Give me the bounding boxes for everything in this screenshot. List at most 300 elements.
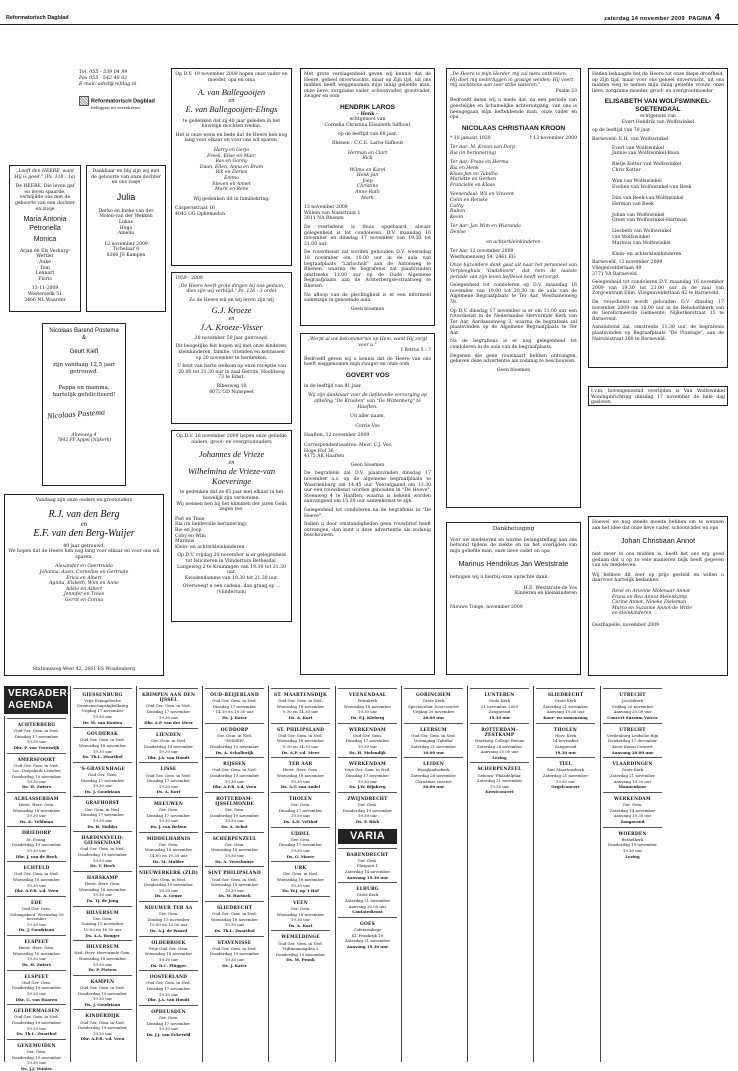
agenda-time: 19.30 uur (158, 991, 179, 997)
agenda-date: Vrijdag 20 november (611, 703, 654, 709)
maria-verse: „Looft den HEERE, want Hij is goed." (Ps. 118 : 1a) (14, 169, 76, 180)
agenda-date: Woensdag 18 november (78, 743, 127, 749)
dank-title: Dankbetuiging (492, 526, 535, 532)
kroon-list5: en achterkleinkinderen (486, 239, 541, 245)
agenda-organisation: Ned. Herv. Hervormde Gem. (74, 950, 131, 956)
agenda-time: 19.30 uur (224, 887, 245, 893)
dank-place: Nieuwe Tonge, november 2009 (450, 605, 523, 611)
agenda-speaker: Ds. Th.L. Zwartbol (16, 1031, 57, 1037)
agenda-organisation: Oud Ger. Gem. in Ned. (146, 772, 191, 778)
agenda-speaker: Ds. M. Mulder (152, 858, 185, 864)
ballegooijen-address: Caspersstraat 16 4043 GG Ophemedon (175, 206, 226, 217)
agenda-speaker: Ds. P. Blok (355, 818, 380, 824)
agenda-speaker: Lezing (625, 853, 640, 859)
dank-text: Voor uw medeleven en warme belangstelling aan ons betoond tijdens de ziekte en na het overlijden van mijn geliefde man, onze lieve vader en opa (450, 537, 577, 554)
agenda-date: Woensdag 18 november (276, 703, 325, 709)
agenda-organisation: Oud Ger. Gem. (352, 732, 383, 738)
agenda-organisation: Herst. Herv. Gem. (282, 767, 319, 773)
vos-place: Haaften, 12 november 2009 (304, 433, 370, 439)
agenda-organisation: Ger. Gem. (158, 807, 179, 813)
agenda-time: 19.30 uur (158, 956, 179, 962)
agenda-location: ALBLASSERDAM (14, 796, 59, 802)
agenda-time: Aanvang 19.30 uur (546, 709, 585, 715)
agenda-speaker: Aanvang 20.00 uur (611, 749, 654, 755)
postema-signature: Nicolaas Postema (46, 407, 106, 421)
agenda-time: Aanvang 20.00 uur (348, 903, 387, 909)
agenda-time: 9.30 en 14.30 uur (282, 709, 319, 715)
agenda-location: KRIMPEN AAN DEN IJSSEL (141, 693, 196, 704)
agenda-time: Christmas concert (415, 778, 452, 784)
agenda-organisation: Ger. Gem. (158, 911, 179, 917)
agenda-entry (205, 832, 264, 865)
agenda-organisation: Oud Ger. Gem. in Ned. (278, 698, 323, 704)
agenda-entry (205, 792, 264, 830)
laros-spouse: echtgenoot van Cornelia Christina Elisabeth Silfhout (324, 117, 411, 129)
agenda-date: Donderdag 19 november (11, 842, 62, 848)
agenda-location: THOLEN (554, 727, 577, 733)
agenda-entry (338, 848, 397, 881)
agenda-time: 19.30 uur (92, 892, 113, 898)
ballegooijen-kids: Harry en Gerjo Freek, Elise en Marc Bas en Gonny Daan, Ellen, Anna en Bram Rik en Dories Emmo Steven en Annet Marit en Rens (199, 147, 264, 193)
agenda-date: Woensdag 18 november (276, 738, 325, 744)
agenda-organisation: Hooglandsekerk (417, 767, 450, 773)
agenda-time: 19.30 uur (26, 739, 47, 745)
agenda-time: 19.30 uur (92, 1030, 113, 1036)
agenda-time: 19.30 uur (92, 961, 113, 967)
agenda-entry (139, 688, 198, 726)
agenda-date: Vereniging 'Tabitha' (413, 738, 454, 744)
agenda-date: 'Schaapskooi' Woensdag 18 november (9, 911, 64, 922)
agenda-location: TIEL (559, 762, 572, 768)
agenda-location: ROTTERDAM-ZESTKAMP (481, 727, 518, 738)
agenda-column (70, 686, 134, 1062)
agenda-date: Zaterdag 21 november (542, 703, 589, 709)
agenda-speaker: Ds. J. Kater (222, 715, 247, 721)
agenda-organisation: Oud Ger. Gem. (21, 905, 52, 911)
agenda-date: Zondag 15 november (81, 921, 124, 927)
kroon-flowers: Geen bloemen (496, 367, 531, 373)
header-rule (0, 24, 738, 25)
agenda-date: Zaterdag 14 november (609, 807, 656, 813)
agenda-date: Dinsdag 17 november (278, 807, 323, 813)
wolfs-addr: Barneveld, 12 november 2009 Vliegenvelderlaan 49 3771 VA Barneveld (592, 260, 663, 277)
agenda-organisation: Ger. Gem. (158, 841, 179, 847)
vrieze-kids: Piet en Tinie Ria (in liefdevolle herinnering) Bie en Joop Coby en Wim Marinus Klein- en achterkleinkinderen (175, 516, 247, 550)
agenda-speaker: Cantatedienst (352, 909, 383, 915)
agenda-date: Zaterdag 28 november (476, 743, 523, 749)
agenda-speaker: Dhr. A.P.R. v.d. Veen (14, 888, 59, 894)
agenda-time: 9.30 en 14.30 uur (282, 744, 319, 750)
agenda-date: Woensdag 18 november (12, 950, 61, 956)
rd-logo-icon (79, 96, 89, 106)
agenda-speaker: Ds. J. Goudriaan (84, 1001, 121, 1007)
agenda-speaker: Zangavond (620, 818, 645, 824)
agenda-entry (404, 688, 463, 721)
agenda-date: Woensdag 18 november (210, 847, 259, 853)
agenda-date: Woensdag 18 november (78, 955, 127, 961)
agenda-organisation: Ger. Gem. (92, 915, 113, 921)
agenda-organisation: Vrije Evangelische Gemeenschapsbijbelkring (76, 698, 129, 708)
kroon-addr: Ter Aar, 12 november 2009 Westhanenweg 54, 2461 EG (450, 249, 516, 260)
agenda-entry (205, 901, 264, 934)
agenda-entry (139, 1005, 198, 1038)
agenda-speaker: Ds. A. Kort (156, 789, 181, 795)
agenda-entry (73, 871, 132, 904)
agenda-entry (536, 757, 595, 790)
laros-name: HENDRIK LAROS (340, 103, 395, 111)
agenda-entry (139, 901, 198, 934)
berg-intro: Vandaag zijn onze ouders en grootouders (35, 498, 133, 503)
agenda-entry (73, 796, 132, 829)
agenda-time: Donderdag 19 november (275, 951, 326, 957)
agenda-location: GENEMUIDEN (17, 1043, 56, 1049)
agenda-location: SCHERPENZEEL (212, 836, 257, 842)
annot-from: René en Arienne Molenaar-Annot Frans en Bea Annot-Melenkamp Carine Annot, Nineke Dieleman Marco en Suzanne Annot-de Witte en kleinkinderen (612, 588, 692, 617)
agenda-organisation: Grote Kerk (554, 698, 577, 704)
agenda-location: OOSTERLAND (149, 975, 188, 981)
agenda-date: Woensdag 18 november (144, 951, 193, 957)
agenda-location: EDE (30, 900, 43, 906)
kroon-after: Na de begrafenis is er nog gelegenheid tot condoleren in de aula van de begraafplaats. (450, 339, 577, 351)
agenda-location: NIEUWER TER AA (144, 905, 193, 911)
agenda-organisation: Oud Ger. Gem. (21, 979, 52, 985)
ballegooijen-wish: Het is onze wens en bede dat de Heere hen nog lang voor elkaar en voor ons wil sparen. (175, 132, 288, 144)
agenda-speaker: Lezing (492, 754, 507, 760)
agenda-organisation: Oud Ger. Gem. in Ned. (80, 1019, 125, 1025)
agenda-speaker: Ds. A. Schalkwijk (215, 749, 254, 755)
agenda-speaker: Ds. P.J. Kleberg (350, 715, 385, 721)
agenda-entry (139, 797, 198, 830)
agenda-time: 19.30 uur (290, 847, 311, 853)
ballegooijen-receive: Wij gedenken dit in familiekring. (193, 196, 270, 202)
agenda-time: Aanvang 19.30 uur (613, 813, 652, 819)
agenda-entry (338, 688, 397, 721)
vos-name: GOVERT VOS (345, 371, 390, 379)
vrieze-text: te gedenken dat ze 65 jaar met elkaar in het huwelijk zijn verbonden. (179, 490, 284, 501)
agenda-entry (73, 940, 132, 973)
kroeze-address: Ribesweg 10 8072 GD Nunspeet (209, 383, 254, 395)
agenda-organisation: Herst. Herv. Gem. (84, 881, 121, 887)
maria-name: Maria Antonia Petronella (23, 216, 67, 232)
agenda-date: "EMMER" (224, 738, 245, 744)
kroeze-name1: G.J. Kroeze (211, 305, 252, 316)
agenda-entry (271, 896, 330, 929)
agenda-column (268, 686, 332, 1062)
agenda-time: 19.30 uur (158, 783, 179, 789)
agenda-entry (205, 723, 264, 756)
wolfs-cond: Gelegenheid tot condoleren D.V. maandag 16 november 2009 van 19.30 tot 21.00 uur in de zaal van Zorgcentrum Elim, Vliegenvelderlaan 42 te Barneveld. (592, 280, 724, 297)
agenda-date: Woensdag 18 november (12, 876, 61, 882)
agenda-time: 19.30 uur (92, 817, 113, 823)
agenda-location: HARDINXVELD-GIESSENDAM (81, 836, 124, 847)
agenda-organisation: Vrije Oud Ger. Gem. (148, 945, 189, 951)
kroeze-amp: en (228, 316, 235, 323)
agenda-time: 19.30 uur (224, 778, 245, 784)
vos-ref: I Petrus 5 : 7 (400, 348, 431, 354)
ballegooijen-name1: A. van Ballegooijen (197, 87, 266, 98)
agenda-date: Donderdag 19 november (77, 1025, 128, 1031)
agenda-location: DRIEDORP (21, 831, 52, 837)
agenda-organisation: Oud Ger. Gem. in Ned. (14, 728, 59, 734)
agenda-time: 19.30 uur (26, 813, 47, 819)
kroeze-intro: Zo de Heere wil en wij leven zijn wij (189, 297, 274, 303)
agenda-location: UDDEL (291, 831, 310, 837)
agenda-organisation: Oude Kerk (488, 698, 511, 704)
agenda-organisation: St. Evang. (26, 836, 47, 842)
agenda-location: ELSPEET (24, 939, 49, 945)
agenda-entry (205, 936, 264, 969)
agenda-entry (338, 917, 397, 950)
agenda-speaker: Ds. H. Zwiers (21, 784, 52, 790)
agenda-organisation: Oud Ger. Gem. in Ned. (146, 703, 191, 709)
agenda-organisation: Oud Ger. Gem. in Ned. (212, 767, 257, 773)
rd-email: E-mail: advd@refdag.nl (79, 81, 137, 87)
agenda-location: WOERDEN (618, 831, 647, 837)
agenda-date: Dinsdag 17 november (278, 842, 323, 848)
agenda-date: Woensdag 18 november (343, 703, 392, 709)
agenda-organisation: Oud Ger. Gem. in Ned. (146, 980, 191, 986)
vrieze-wish: Wij wensen hen bij het klimmen der jaren Gods zegen toe. (176, 501, 287, 513)
laros-nick: - Henk - (357, 111, 378, 117)
vos-family: Uit aller naam, (350, 414, 385, 420)
agenda-date: 14 november (552, 738, 579, 744)
agenda-location: ELSPEET (24, 974, 49, 980)
agenda-column (4, 716, 68, 1071)
annot-place: Oosthapelle, november 2009 (592, 622, 660, 628)
berg-wish: We hopen dat de Heere hen nog lang voor elkaar en voor ons wil sparen. (8, 549, 160, 560)
vos-text: Bedroefd geven wij u kennis dat de Heere van ons heeft weggenomen mijn zwager en onze oom (304, 356, 431, 368)
agenda-speaker: Aanvang 19.30 uur (346, 943, 389, 949)
agenda-location: SLIEDRECHT (547, 693, 584, 698)
kroon-name: NICOLAAS CHRISTIAAN KROON (461, 124, 566, 132)
agenda-organisation: Bethelkerk (621, 836, 644, 842)
agenda-date: Donderdag 19 november (143, 743, 194, 749)
agenda-date: Zaterdag 28 november (410, 773, 457, 779)
agenda-date: Donderdag 19 november (209, 773, 260, 779)
berg-name2: E.F. van den Berg-Wuijer (33, 528, 135, 540)
agenda-speaker: Dhr. J.A. van Houdt (147, 754, 190, 760)
kroeze-receive: U bent van harte welkom op onze receptie van 20.00 tot 21.30 uur in zaal Gerrits, Hoofdweg 73 te Emst. (177, 364, 286, 381)
agenda-organisation: Ger. Gem. (290, 905, 311, 911)
agenda-time: Vrijdag 20 november (412, 709, 455, 715)
anniversary-vrieze (171, 430, 292, 622)
agenda-entry (7, 896, 66, 933)
agenda-organisation: Grote Kerk (621, 767, 644, 773)
agenda-entry (139, 970, 198, 1003)
agenda-location: LISSE (160, 767, 177, 773)
rd-brand: Reformatorisch Dagblad (91, 98, 155, 105)
agenda-speaker: Ds. A. Geuze (154, 893, 183, 899)
agenda-organisation: Herv. Kerk (554, 732, 577, 738)
wolfs-place: Barneveld: E.H. van Wolfswinkel (592, 136, 669, 142)
agenda-column (467, 686, 531, 1062)
agenda-date: Loc. Dorpskerk Leusden (12, 768, 61, 774)
vrieze-amp: en (228, 459, 235, 466)
agenda-organisation: Petrakerk (357, 698, 378, 704)
agenda-date: Dinsdag 17 november (345, 773, 390, 779)
postema-name2: Geurt Kieft (69, 348, 99, 355)
agenda-organisation: Ger. Gem. in Ned. (282, 871, 319, 877)
agenda-speaker: Orgelconcert (551, 784, 580, 790)
agenda-time: 19.30 uur (158, 749, 179, 755)
agenda-speaker: 19.30 uur (488, 715, 511, 721)
agenda-date: Woensdag 18 november (12, 807, 61, 813)
ballegooijen-amp: en (228, 97, 235, 104)
agenda-date: Woensdag 18 november (210, 916, 259, 922)
agenda-location: SCHERPENZEEL (477, 767, 522, 773)
vos-verse: „Werpt al uw bekommernis op Hem, want Hij zorgt voor u." (307, 337, 428, 348)
agenda-speaker: 19.30 uur (554, 749, 577, 755)
wolfs-after: Aansluitend zal, omstreeks 11.30 uur, de begrafenis plaatsvinden op Begraafplaats "De Plantage", aan de Nairobistraat 260 te Barneveld. (592, 325, 724, 342)
agenda-location: OPHEUSDEN (151, 1009, 186, 1015)
agenda-organisation: Ger. Gem. (290, 836, 311, 842)
agenda-speaker: Mannenkoor (618, 784, 647, 790)
agenda-organisation: Ger. Gem. in Ned. (216, 732, 253, 738)
obituary-wolfswinkel (588, 68, 728, 368)
agenda-speaker: Ds. J. Goudriaan (18, 927, 55, 933)
agenda-speaker: Dhr. J. van de Beek (15, 853, 58, 859)
thanks-annot (588, 516, 728, 676)
agenda-location: RIJSSEN (223, 762, 246, 768)
agenda-time: 19.30 uur (158, 714, 179, 720)
dank-name: Marinus Hendrikus Jan Weststrate (458, 559, 569, 569)
agenda-organisation: Ger. Gem. (224, 841, 245, 847)
agenda-speaker: Aanvang 19.30 uur (346, 874, 389, 880)
agenda-time: 19.30 uur (622, 847, 643, 853)
agenda-time: 19.30 uur (26, 882, 47, 888)
page-header (604, 12, 720, 23)
agenda-date: Donderdag 19 november (342, 807, 393, 813)
agenda-organisation: Oud Ger. Gem. in Ned. (212, 876, 257, 882)
agenda-location: STAVENISSE (217, 940, 252, 946)
agenda-entry (271, 757, 330, 790)
agenda-speaker: 10.00 uur (422, 749, 445, 755)
vos-cond: Gelegenheid tot condoleren na de begrafenis in "De Hoeve". (304, 507, 431, 519)
agenda-date: Woensdag 18 november (276, 911, 325, 917)
berg-years: 40 jaar getrouwd. (63, 543, 105, 549)
birth-maria (9, 165, 81, 312)
agenda-location: OLDEBROEK (151, 940, 186, 946)
agenda-speaker: Ds. J. van Belzen (150, 824, 187, 830)
thanks-weststrate (446, 522, 581, 675)
rd-fax: Fax 055 - 542 48 02 (79, 75, 128, 81)
agenda-time: 19.30 uur (357, 778, 378, 784)
agenda-entry (603, 792, 662, 825)
agenda-organisation: Oud Ger. Gem. in Ned. (80, 737, 125, 743)
agenda-speaker: Ds. K. Veldman (19, 818, 54, 824)
agenda-location: LIENDEN (155, 732, 182, 738)
agenda-column (335, 686, 399, 1062)
agenda-date: Dinsdag 17 november (345, 738, 390, 744)
agenda-speaker: Ds. A.D. Velthof (283, 818, 318, 824)
agenda-entry (603, 757, 662, 790)
kroon-ref: Psalm 23 (555, 88, 577, 94)
agenda-entry (205, 757, 264, 790)
agenda-organisation: Grote Kerk (356, 892, 379, 898)
agenda-entry (7, 970, 66, 1003)
agenda-speaker: Ds. A.P. v.d. Meer (281, 749, 320, 755)
annot-name: Johan Christiaan Annot (620, 536, 696, 546)
agenda-time: Zaterdag 21 november (410, 744, 457, 750)
kroon-died: † 12 november 2009 (529, 135, 577, 141)
agenda-time: 19.30 uur (357, 813, 378, 819)
agenda-location: MEEUWEN (153, 802, 184, 808)
agenda-organisation: Oud Ger. Gem. (87, 772, 118, 778)
kroon-note: Onze bijzondere dank gaat uit naar het personeel van Verpleeghuis "Oudshoorn", dat hem de laatste periode van zijn leven liefdevol heeft verzorgd. (450, 263, 577, 280)
agenda-time: Kerst Koren Concert (612, 744, 653, 750)
anniversary-berg (4, 494, 164, 676)
agenda-entry (7, 826, 66, 859)
agenda-entry (338, 882, 397, 915)
wolfswinkel-closed-note: I.v.m. bovengenoemd overlijden is Van Wolfswinkel Woninginrichting dinsdag 17 november de hele dag gesloten. (588, 386, 728, 406)
vos-text2: Indien u door omstandigheden geen rouwbrief heeft ontvangen, dan kunt u deze advertentie als zodanig beschouwen. (304, 522, 431, 539)
agenda-time: 19.30 uur (92, 996, 113, 1002)
agenda-time: Zaterdag 14 november (344, 868, 391, 874)
agenda-time: 19.30 uur (290, 778, 311, 784)
agenda-location: KINDERDIJK (85, 1014, 120, 1020)
agenda-time: Aanvang 20.00 uur (480, 749, 519, 755)
maria-text: De HEERE, Die leven gaf en leven spaarde, verblijdde ons met de geboorte van een dochter en zusje (15, 184, 75, 212)
agenda-entry (271, 930, 330, 963)
wolfs-funeral: De rouwdienst wordt gehouden D.V. dinsdag 17 november 2009 om 10.00 uur in de Rehobothkerk van de Gereformeerde Gemeente, Nijkerkerstraat 15 te Barneveld. (592, 300, 724, 322)
kroon-list3: Veenendaal: Wil en Vincent Colin en Renske Cathy Ruben Kevin (450, 192, 514, 220)
postema-names: Nicolaas Barend Postema & (49, 328, 119, 342)
page-label: PAGINA (688, 16, 712, 22)
agenda-date: Zaterdag 21 november (542, 773, 589, 779)
agenda-organisation: Ger. Gem. in Ned. (150, 876, 187, 882)
agenda-organisation: Gebouw 'Philadelphia' (477, 772, 522, 778)
agenda-time: 10.00 en 16.30 uur (83, 926, 122, 932)
agenda-time: 19.30 uur (158, 1026, 179, 1032)
agenda-speaker: Ds. M. Pronk (286, 957, 315, 963)
agenda-date: Woensdag 18 november (276, 773, 325, 779)
agenda-speaker: Ds. H. Molendijk (349, 749, 386, 755)
agenda-location: KAMPEN (90, 979, 115, 985)
agenda-date: Donderdag 19 november (209, 812, 260, 818)
vos-person: Corrie Vos (355, 423, 380, 429)
agenda-location: SINT PHILIPSLAND (208, 871, 261, 877)
agenda-entry (470, 688, 529, 721)
ballegooijen-name2: E. van Ballegooijen-Elings (185, 103, 278, 114)
agenda-organisation: Oud Ger. Gem. in Ned. (212, 698, 257, 704)
agenda-entry (73, 727, 132, 760)
agenda-time: 10.00 en 15.00 uur (149, 922, 188, 928)
agenda-date: Dinsdag 17 november (146, 708, 191, 714)
agenda-time: 19.30 uur (158, 887, 179, 893)
agenda-speaker: Ds. J.W. Rijnberg (349, 784, 386, 790)
annot-text3: Wij hebben dit zeer op prijs gesteld en willen u daarvoor hartelijk bedanken. (592, 572, 724, 584)
agenda-date: Donderdag 19 november (607, 842, 658, 848)
agenda-speaker: Ds. Th.L. Zwartbol (214, 927, 255, 933)
agenda-location: GOUDERAK (86, 732, 119, 738)
agenda-location: WERKENDAM (614, 796, 651, 802)
agenda-time: 19.30 uur (26, 1025, 47, 1031)
postema-wish: Pappa en mamma, hartelijk gefeliciteerd! (52, 385, 116, 399)
agenda-date: Dinsdag 17 november (212, 703, 257, 709)
vos-age: in de leeftijd van 81 jaar. (304, 383, 362, 389)
agenda-speaker: 20.00 uur (422, 784, 445, 790)
agenda-entry (338, 792, 397, 825)
laros-funeral: De rouwdienst zal worden gehouden D.V. woensdag 18 november om 10.00 uur in de aula van begraafplaats "Larlocholf" aan de Antonweg te Rhenen, waarna de begrafenis zal plaatsvinden omstreeks 11.00 uur op de Oude Algemene Begraafplaats aan de Achterbergse-straatweg te Rhenen. (304, 250, 431, 289)
agenda-speaker: Ds. W. Harinck (218, 893, 251, 899)
agenda-time: 19.30 uur (290, 813, 311, 819)
kroeze-text: Dit beogelijke feit hopen wij met onze kinderen, kleinkinderen, familie, vrienden en kennissen op 20 november te herdenken. (175, 344, 288, 361)
kroeze-name2: J.A. Kroeze-Visser (200, 322, 263, 333)
annot-text: Hoewel we nog steeds moeite hebben om te wennen aan het idee dat onze lieve vader, schoonvader en opa (592, 520, 724, 531)
agenda-speaker: Ds. Th.L. Zwartbol (82, 754, 123, 760)
agenda-date: Dinsdag 17 november (146, 985, 191, 991)
agenda-time: Zangavond (554, 744, 577, 750)
